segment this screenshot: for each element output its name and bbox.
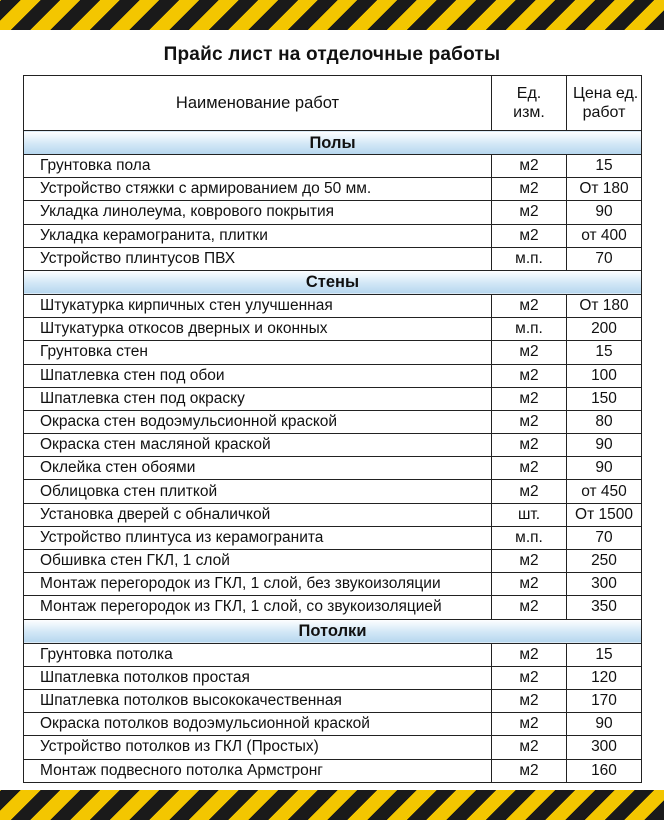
work-name-cell: Устройство стяжки с армированием до 50 мм. bbox=[24, 178, 492, 201]
table-row bbox=[24, 247, 642, 270]
unit-cell: м.п. bbox=[492, 526, 567, 549]
table-row bbox=[24, 178, 642, 201]
work-name-cell: Монтаж подвесного потолка Армстронг bbox=[24, 759, 492, 782]
unit-cell: м2 bbox=[492, 550, 567, 573]
unit-cell: м2 bbox=[492, 178, 567, 201]
unit-cell: м2 bbox=[492, 643, 567, 666]
header-unit-line2: изм. bbox=[513, 104, 545, 121]
work-name-cell: Шпатлевка потолков высококачественная bbox=[24, 689, 492, 712]
table-row bbox=[24, 364, 642, 387]
price-cell: 350 bbox=[567, 596, 642, 619]
page-title: Прайс лист на отделочные работы bbox=[163, 44, 501, 65]
section-header-row bbox=[24, 619, 642, 643]
price-cell: 300 bbox=[567, 573, 642, 596]
table-row bbox=[24, 550, 642, 573]
table-row bbox=[24, 294, 642, 317]
header-price bbox=[567, 76, 642, 131]
price-cell: От 180 bbox=[567, 178, 642, 201]
unit-cell: м2 bbox=[492, 480, 567, 503]
table-row bbox=[24, 201, 642, 224]
work-name-cell: Устройство плинтуса из керамогранита bbox=[24, 526, 492, 549]
work-name-cell: Облицовка стен плиткой bbox=[24, 480, 492, 503]
table-body bbox=[24, 131, 642, 783]
table-row bbox=[24, 526, 642, 549]
work-name-cell: Окраска стен водоэмульсионной краской bbox=[24, 410, 492, 433]
table-row bbox=[24, 666, 642, 689]
work-name-cell: Оклейка стен обоями bbox=[24, 457, 492, 480]
price-cell: 80 bbox=[567, 410, 642, 433]
table-row bbox=[24, 457, 642, 480]
unit-cell: м2 bbox=[492, 410, 567, 433]
unit-cell: м2 bbox=[492, 457, 567, 480]
work-name-cell: Грунтовка пола bbox=[24, 155, 492, 178]
unit-cell: м2 bbox=[492, 759, 567, 782]
price-cell: От 1500 bbox=[567, 503, 642, 526]
unit-cell: м2 bbox=[492, 689, 567, 712]
unit-cell: м2 bbox=[492, 294, 567, 317]
price-cell: 250 bbox=[567, 550, 642, 573]
table-row bbox=[24, 573, 642, 596]
price-cell: 160 bbox=[567, 759, 642, 782]
unit-cell: м.п. bbox=[492, 318, 567, 341]
work-name-cell: Окраска потолков водоэмульсионной краской bbox=[24, 713, 492, 736]
price-cell: 90 bbox=[567, 201, 642, 224]
header-price-line1: Цена ед. bbox=[573, 85, 639, 102]
price-cell: 15 bbox=[567, 643, 642, 666]
unit-cell: м2 bbox=[492, 434, 567, 457]
header-price-line2: работ bbox=[582, 104, 626, 121]
price-cell: От 180 bbox=[567, 294, 642, 317]
price-cell: 70 bbox=[567, 247, 642, 270]
unit-cell: м.п. bbox=[492, 247, 567, 270]
work-name-cell: Шпатлевка потолков простая bbox=[24, 666, 492, 689]
price-cell: 200 bbox=[567, 318, 642, 341]
price-cell: 120 bbox=[567, 666, 642, 689]
header-name: Наименование работ bbox=[24, 76, 492, 131]
unit-cell: м2 bbox=[492, 573, 567, 596]
unit-cell: м2 bbox=[492, 341, 567, 364]
unit-cell: м2 bbox=[492, 736, 567, 759]
table-row bbox=[24, 387, 642, 410]
table-row bbox=[24, 759, 642, 782]
price-cell: 300 bbox=[567, 736, 642, 759]
header-unit-line1: Ед. bbox=[516, 85, 542, 102]
table-row bbox=[24, 503, 642, 526]
unit-cell: м2 bbox=[492, 387, 567, 410]
price-cell: от 450 bbox=[567, 480, 642, 503]
price-cell: 100 bbox=[567, 364, 642, 387]
price-cell: 70 bbox=[567, 526, 642, 549]
price-cell: 15 bbox=[567, 341, 642, 364]
table-row bbox=[24, 480, 642, 503]
hazard-stripe-bottom bbox=[0, 790, 664, 820]
work-name-cell: Установка дверей с обналичкой bbox=[24, 503, 492, 526]
section-header-row bbox=[24, 270, 642, 294]
price-cell: 150 bbox=[567, 387, 642, 410]
table-row bbox=[24, 596, 642, 619]
price-cell: от 400 bbox=[567, 224, 642, 247]
section-header-row bbox=[24, 131, 642, 155]
table-row bbox=[24, 410, 642, 433]
work-name-cell: Монтаж перегородок из ГКЛ, 1 слой, со звукоизоляцией bbox=[24, 596, 492, 619]
section-title: Потолки bbox=[24, 619, 642, 643]
work-name-cell: Штукатурка откосов дверных и оконных bbox=[24, 318, 492, 341]
section-title: Стены bbox=[24, 270, 642, 294]
table-row bbox=[24, 736, 642, 759]
work-name-cell: Грунтовка потолка bbox=[24, 643, 492, 666]
work-name-cell: Грунтовка стен bbox=[24, 341, 492, 364]
work-name-cell: Укладка линолеума, коврового покрытия bbox=[24, 201, 492, 224]
unit-cell: м2 bbox=[492, 596, 567, 619]
table-row bbox=[24, 689, 642, 712]
unit-cell: м2 bbox=[492, 155, 567, 178]
work-name-cell: Устройство потолков из ГКЛ (Простых) bbox=[24, 736, 492, 759]
price-cell: 90 bbox=[567, 457, 642, 480]
work-name-cell: Штукатурка кирпичных стен улучшенная bbox=[24, 294, 492, 317]
work-name-cell: Монтаж перегородок из ГКЛ, 1 слой, без звукоизоляции bbox=[24, 573, 492, 596]
header-unit bbox=[492, 76, 567, 131]
work-name-cell: Устройство плинтусов ПВХ bbox=[24, 247, 492, 270]
work-name-cell: Обшивка стен ГКЛ, 1 слой bbox=[24, 550, 492, 573]
unit-cell: м2 bbox=[492, 666, 567, 689]
price-cell: 15 bbox=[567, 155, 642, 178]
table-row bbox=[24, 713, 642, 736]
price-cell: 170 bbox=[567, 689, 642, 712]
work-name-cell: Укладка керамогранита, плитки bbox=[24, 224, 492, 247]
table-row bbox=[24, 318, 642, 341]
unit-cell: м2 bbox=[492, 364, 567, 387]
table-row bbox=[24, 643, 642, 666]
unit-cell: шт. bbox=[492, 503, 567, 526]
header-row bbox=[24, 76, 642, 131]
table-row bbox=[24, 155, 642, 178]
price-cell: 90 bbox=[567, 713, 642, 736]
section-title: Полы bbox=[24, 131, 642, 155]
table-row bbox=[24, 224, 642, 247]
work-name-cell: Шпатлевка стен под обои bbox=[24, 364, 492, 387]
table-row bbox=[24, 341, 642, 364]
price-table bbox=[23, 75, 642, 783]
work-name-cell: Шпатлевка стен под окраску bbox=[24, 387, 492, 410]
hazard-stripe-top bbox=[0, 0, 664, 30]
unit-cell: м2 bbox=[492, 201, 567, 224]
unit-cell: м2 bbox=[492, 713, 567, 736]
work-name-cell: Окраска стен масляной краской bbox=[24, 434, 492, 457]
table-row bbox=[24, 434, 642, 457]
unit-cell: м2 bbox=[492, 224, 567, 247]
price-cell: 90 bbox=[567, 434, 642, 457]
